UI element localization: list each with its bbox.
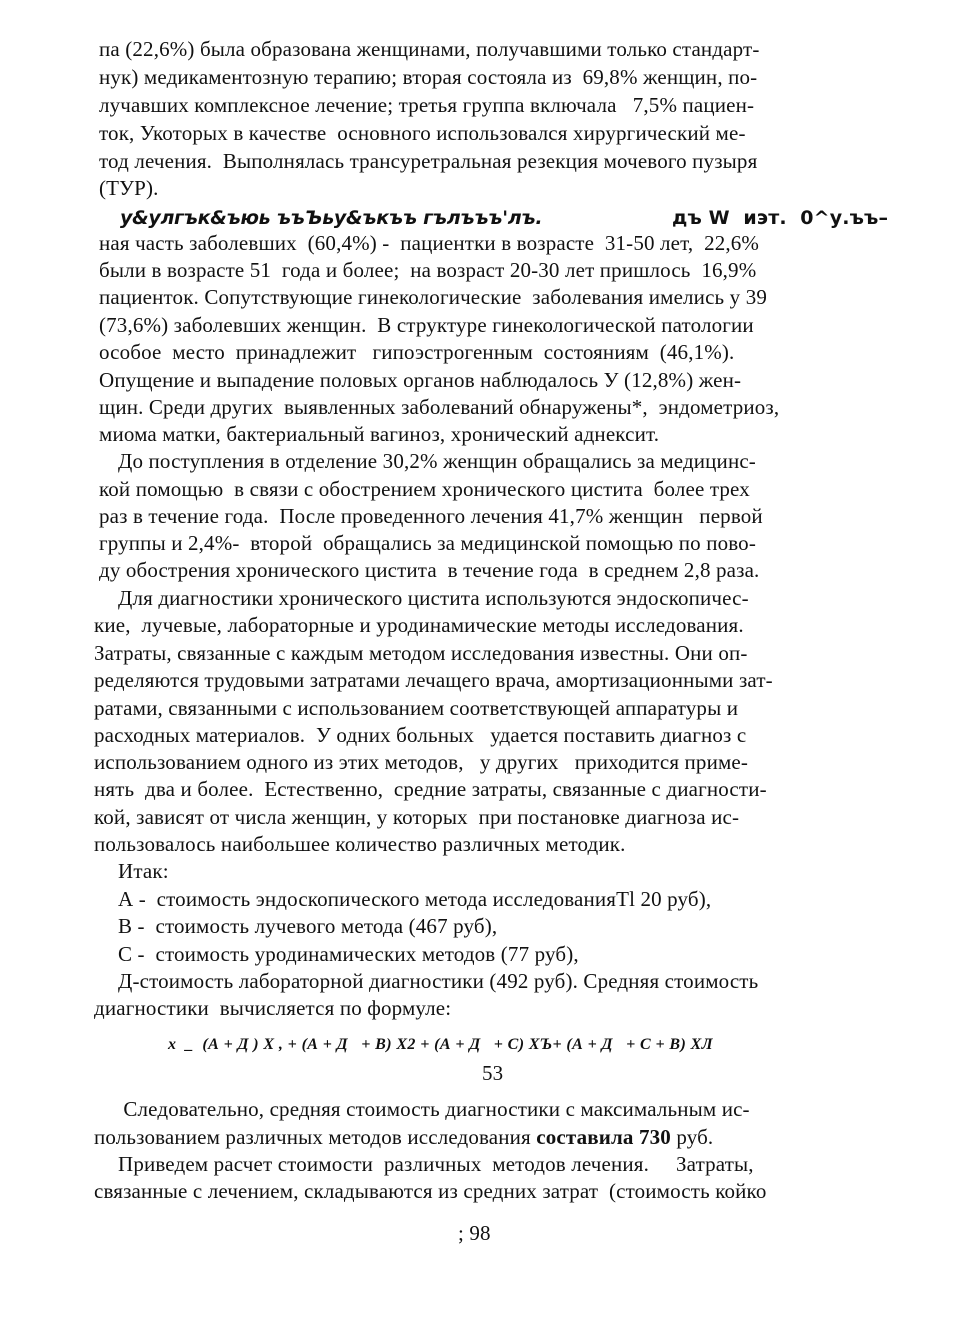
p3-line-2: кой помощью в связи с обострением хронического цистита более трех (99, 477, 750, 501)
p4-line-3: Затраты, связанные с каждым методом исследования известны. Они оп- (94, 641, 748, 665)
list-item-c: С - стоимость уродинамических методов (77 руб), (118, 942, 579, 966)
list-item-a: А - стоимость эндоскопического метода исследованияTl 20 руб), (118, 887, 712, 911)
p4-line-8: нять два и более. Естественно, средние затраты, связанные с диагности- (94, 777, 767, 801)
p2-line-5: особое место принадлежит гипоэстрогенным состояниям (46,1%). (99, 340, 735, 364)
formula-numerator: х _ (А + Д ) X , + (А + Д + В) Х2 + (А + Д + С) ХЪ+ (А + Д + С + В) ХЛ (168, 1036, 714, 1053)
p2-line-2: были в возрасте 51 года и более; на возраст 20-30 лет пришлось 16,9% (99, 258, 757, 282)
p2-line-8: миома матки, бактериальный вагиноз, хронический аднексит. (99, 422, 660, 446)
p4-line-4: ределяются трудовыми затратами лечащего врача, амортизационными зат- (94, 668, 773, 692)
list-intro: Итак: (118, 859, 169, 883)
formula-denominator: 53 (482, 1061, 504, 1085)
p3-line-1: До поступления в отделение 30,2% женщин обращались за медицинс- (118, 449, 756, 473)
p4-line-6: расходных материалов. У одних больных удается поставить диагноз с (94, 723, 747, 747)
page-number: ; 98 (458, 1221, 491, 1245)
p5-line-2 (94, 1124, 713, 1150)
list-item-d: Д-стоимость лабораторной диагностики (492 руб). Средняя стоимость (118, 969, 759, 993)
p1-line-5: тод лечения. Выполнялась трансуретральная резекция мочевого пузыря (99, 149, 758, 173)
p1-line-1: па (22,6%) была образована женщинами, получавшими только стандарт- (99, 37, 760, 61)
list-item-b: В - стоимость лучевого метода (467 руб), (118, 914, 498, 938)
p5-line-2-text-b: руб. (670, 1125, 714, 1149)
p4-line-1: Для диагностики хронического цистита используются эндоскопичес- (118, 586, 749, 610)
p6-line-1: Приведем расчет стоимости различных методов лечения. Затраты, (118, 1152, 754, 1176)
p3-line-3: раз в течение года. После проведенного лечения 41,7% женщин первой (99, 504, 763, 528)
p4-line-7: использованием одного из этих методов, у других приходится приме- (94, 750, 749, 774)
p5-line-2-text-a: пользованием различных методов исследования (94, 1125, 537, 1149)
p4-line-9: кой, зависят от числа женщин, у которых при постановке диагноза ис- (94, 805, 740, 829)
p2-line-1: ная часть заболевших (60,4%) - пациентки в возрасте 31-50 лет, 22,6% (99, 231, 760, 255)
p5-line-1: Следовательно, средняя стоимость диагностики с максимальным ис- (118, 1097, 750, 1121)
p2-line-3: пациенток. Сопутствующие гинекологические заболевания имелись у 39 (99, 285, 768, 309)
garbled-text-right: дъ W иэт. 0^у.ъъ– (672, 207, 889, 229)
p1-line-3: лучавших комплексное лечение; третья группа включала 7,5% пациен- (99, 93, 755, 117)
p4-line-5: ратами, связанными с использованием соответствующей аппаратуры и (94, 696, 739, 720)
p5-line-2-bold: составила 730 (536, 1125, 671, 1149)
p1-line-2: нук) медикаментозную терапию; вторая состояла из 69,8% женщин, по- (99, 65, 758, 89)
p4-line-2: кие, лучевые, лабораторные и уродинамические методы исследования. (94, 613, 744, 637)
p1-line-4: ток, Укоторых в качестве основного использовался хирургический ме- (99, 121, 746, 145)
p2-line-7: щин. Среди других выявленных заболеваний обнаружены*, эндометриоз, (99, 395, 780, 419)
p1-line-6: (ТУР). (99, 176, 159, 200)
p3-line-5: ду обострения хронического цистита в течение года в среднем 2,8 раза. (99, 558, 760, 582)
p3-line-4: группы и 2,4%- второй обращались за медицинской помощью по пово- (99, 531, 756, 555)
p2-line-4: (73,6%) заболевших женщин. В структуре гинекологической патологии (99, 313, 754, 337)
list-formula-intro: диагностики вычисляется по формуле: (94, 996, 452, 1020)
p6-line-2: связанные с лечением, складываются из средних затрат (стоимость койко (94, 1179, 767, 1203)
garbled-text-left: у&улгък&ъюь ъъЪьу&ъкъъ гълъъъ'лъ. (120, 207, 543, 229)
p2-line-6: Опущение и выпадение половых органов наблюдалось У (12,8%) жен- (99, 368, 742, 392)
p4-line-10: пользовалось наибольшее количество различных методик. (94, 832, 626, 856)
